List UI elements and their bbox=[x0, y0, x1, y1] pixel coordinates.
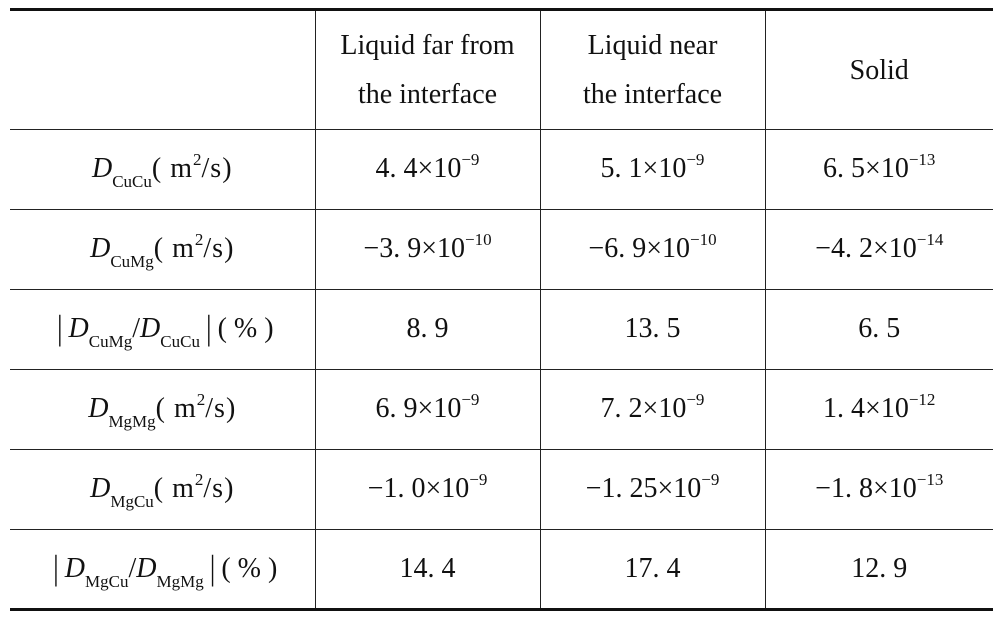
header-liquid-far-line2: the interface bbox=[357, 79, 498, 110]
exponent: −10 bbox=[465, 230, 492, 250]
exponent: −13 bbox=[916, 470, 944, 490]
cell-solid bbox=[765, 450, 993, 530]
cell-liquid-far bbox=[315, 450, 540, 530]
denominator-d: D bbox=[136, 552, 157, 584]
mantissa: 1. 4×10 bbox=[823, 393, 909, 425]
diffusion-table-container bbox=[10, 8, 993, 611]
abs-bar-left: | bbox=[53, 548, 59, 588]
unit-close: /s) bbox=[205, 393, 237, 425]
cell-liquid-near bbox=[540, 210, 765, 290]
symbol-subscript: CuCu bbox=[112, 172, 152, 192]
row-label bbox=[10, 370, 315, 450]
unit-superscript: 2 bbox=[193, 150, 202, 170]
denominator-d: D bbox=[140, 313, 161, 345]
cell-liquid-near: 13. 5 bbox=[540, 290, 765, 370]
cell-liquid-far: 8. 9 bbox=[315, 290, 540, 370]
header-liquid-far bbox=[315, 10, 540, 130]
header-liquid-far-line1: Liquid far from bbox=[340, 30, 515, 61]
table-row bbox=[10, 210, 993, 290]
cell-liquid-near bbox=[540, 130, 765, 210]
table-row bbox=[10, 290, 993, 370]
header-empty-cell bbox=[10, 10, 315, 130]
mantissa: −1. 0×10 bbox=[367, 473, 470, 505]
header-row bbox=[10, 10, 993, 130]
exponent: −9 bbox=[469, 470, 488, 490]
table-row bbox=[10, 370, 993, 450]
fraction-slash: / bbox=[132, 313, 141, 345]
fraction-slash: / bbox=[128, 552, 137, 584]
cell-liquid-far bbox=[315, 130, 540, 210]
cell-solid bbox=[765, 130, 993, 210]
unit-open: ( m bbox=[153, 233, 195, 265]
exponent: −10 bbox=[690, 230, 717, 250]
denominator-subscript: CuCu bbox=[160, 332, 200, 352]
exponent: −9 bbox=[686, 150, 705, 170]
unit-close: /s) bbox=[203, 473, 235, 505]
exponent: −12 bbox=[908, 390, 936, 410]
row-label bbox=[10, 450, 315, 530]
unit-superscript: 2 bbox=[196, 390, 206, 410]
unit-close: /s) bbox=[203, 233, 235, 265]
exponent: −9 bbox=[461, 150, 480, 170]
numerator-d: D bbox=[68, 313, 89, 345]
header-solid: Solid bbox=[765, 10, 993, 130]
table-body bbox=[10, 130, 993, 610]
unit-open: ( m bbox=[153, 473, 195, 505]
denominator-subscript: MgMg bbox=[156, 571, 204, 591]
percent-unit: ( % ) bbox=[221, 552, 278, 584]
abs-bar-right: | bbox=[209, 548, 216, 588]
row-label bbox=[10, 210, 315, 290]
mantissa: 4. 4×10 bbox=[375, 153, 462, 185]
mantissa: −4. 2×10 bbox=[815, 233, 917, 265]
cell-liquid-far bbox=[315, 210, 540, 290]
symbol-d: D bbox=[90, 473, 111, 505]
mantissa: 6. 5×10 bbox=[823, 153, 909, 185]
table-header bbox=[10, 10, 993, 130]
symbol-d: D bbox=[88, 393, 109, 425]
numerator-subscript: CuMg bbox=[88, 332, 133, 352]
mantissa: −3. 9×10 bbox=[363, 233, 465, 265]
unit-superscript: 2 bbox=[194, 230, 204, 250]
percent-unit: ( % ) bbox=[217, 313, 274, 345]
exponent: −9 bbox=[701, 470, 720, 490]
exponent: −14 bbox=[916, 230, 944, 250]
cell-solid bbox=[765, 210, 993, 290]
exponent: −9 bbox=[461, 390, 480, 410]
symbol-d: D bbox=[91, 153, 113, 185]
cell-solid bbox=[765, 370, 993, 450]
abs-bar-right: | bbox=[205, 308, 212, 348]
row-label bbox=[10, 530, 315, 610]
table-row bbox=[10, 130, 993, 210]
unit-open: ( m bbox=[155, 393, 197, 425]
mantissa: −1. 25×10 bbox=[585, 473, 702, 505]
table-row bbox=[10, 450, 993, 530]
mantissa: 6. 9×10 bbox=[375, 393, 462, 425]
symbol-d: D bbox=[90, 233, 111, 265]
symbol-subscript: CuMg bbox=[110, 252, 154, 272]
row-label bbox=[10, 130, 315, 210]
header-liquid-near-line2: the interface bbox=[582, 79, 723, 110]
cell-liquid-near bbox=[540, 450, 765, 530]
numerator-d: D bbox=[64, 552, 86, 584]
cell-liquid-far: 14. 4 bbox=[315, 530, 540, 610]
numerator-subscript: MgCu bbox=[85, 571, 129, 591]
unit-close: /s) bbox=[201, 153, 233, 185]
abs-bar-left: | bbox=[56, 308, 63, 348]
mantissa: −1. 8×10 bbox=[815, 473, 917, 505]
mantissa: 7. 2×10 bbox=[600, 393, 687, 425]
row-label bbox=[10, 290, 315, 370]
header-liquid-near bbox=[540, 10, 765, 130]
table-row bbox=[10, 530, 993, 610]
cell-liquid-far bbox=[315, 370, 540, 450]
exponent: −13 bbox=[908, 150, 936, 170]
unit-open: ( m bbox=[151, 153, 194, 185]
cell-liquid-near: 17. 4 bbox=[540, 530, 765, 610]
diffusion-coefficient-table bbox=[10, 8, 993, 611]
cell-liquid-near bbox=[540, 370, 765, 450]
exponent: −9 bbox=[686, 390, 705, 410]
mantissa: 5. 1×10 bbox=[600, 153, 687, 185]
symbol-subscript: MgCu bbox=[110, 492, 154, 512]
cell-solid: 12. 9 bbox=[765, 530, 993, 610]
symbol-subscript: MgMg bbox=[108, 412, 156, 432]
mantissa: −6. 9×10 bbox=[588, 233, 690, 265]
cell-solid: 6. 5 bbox=[765, 290, 993, 370]
header-liquid-near-line1: Liquid near bbox=[587, 30, 718, 61]
unit-superscript: 2 bbox=[194, 470, 204, 490]
